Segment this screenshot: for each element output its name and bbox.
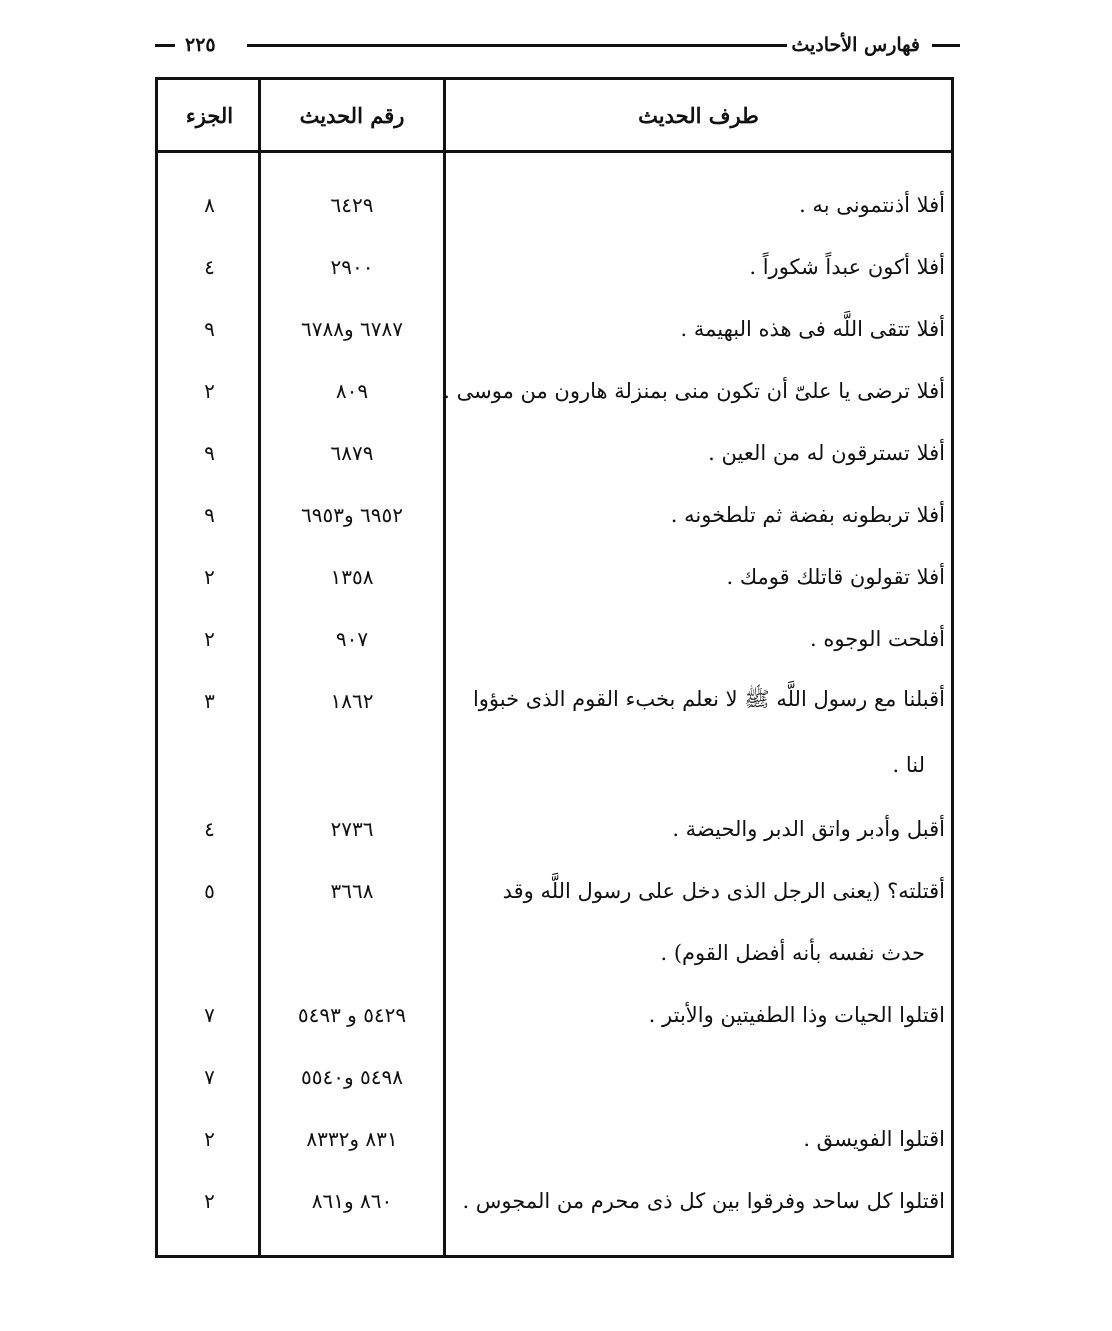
part-number: ٧: [204, 1003, 215, 1027]
table-row: [158, 174, 951, 236]
part-number: [161, 734, 258, 796]
hadith-number: ٢٩٠٠: [330, 255, 374, 279]
header-number: رقم الحديث: [299, 102, 405, 128]
hadith-text: أفلا تربطونه بفضة ثم تلطخونه .: [670, 503, 945, 527]
table-row: [158, 1108, 951, 1170]
hadith-number: ٦٧٨٧ و٦٧٨٨: [301, 317, 403, 341]
hadith-text: أفلا ترضى يا علىّ أن تكون منى بمنزلة هارون من موسى .: [443, 379, 945, 403]
part-number: ٢: [204, 565, 215, 589]
hadith-text: أفلا أذنتمونى به .: [799, 193, 945, 217]
hadith-number: ٦٤٢٩: [330, 193, 374, 217]
page-title: فهارس الأحاديث: [791, 34, 920, 56]
table-row: [158, 984, 951, 1046]
table-row: [158, 546, 951, 608]
hadith-text: أقبلنا مع رسول اللَّه ﷺ لا نعلم بخبء القوم الذى خبؤوا: [472, 686, 945, 711]
hadith-number: ٦٨٧٩: [330, 441, 374, 465]
table-row-continuation: [158, 734, 951, 796]
hadith-text: اقتلوا الفويسق .: [803, 1127, 945, 1151]
table-row: [158, 422, 951, 484]
part-number: ٤: [204, 817, 215, 841]
hadith-text: [446, 1046, 945, 1108]
hadith-text: حدث نفسه بأنه أفضل القوم) .: [660, 941, 925, 965]
part-number: ٢: [204, 1127, 215, 1151]
hadith-text: لنا .: [892, 753, 925, 777]
hadith-number: ٢٧٣٦: [330, 817, 374, 841]
table-row: [158, 298, 951, 360]
hadith-number: ٥٤٩٨ و٥٥٤٠: [301, 1065, 403, 1089]
part-number: ٩: [204, 317, 215, 341]
part-number: ٢: [204, 379, 215, 403]
hadith-number: ١٣٥٨: [330, 565, 374, 589]
hadith-number: [261, 734, 443, 796]
table-row: [158, 860, 951, 922]
table-row: [158, 484, 951, 546]
hadith-number: [261, 922, 443, 984]
head-rule: [247, 44, 787, 47]
table-row: [158, 360, 951, 422]
hadith-text: أفلا تتقى اللَّه فى هذه البهيمة .: [680, 317, 945, 341]
hadith-text: أفلا تقولون قاتلك قومك .: [726, 565, 945, 589]
table-row: [158, 608, 951, 670]
table-row: [158, 1046, 951, 1108]
page-number: ٢٢٥: [185, 34, 216, 56]
part-number: ٩: [204, 503, 215, 527]
hadith-text: اقتلوا كل ساحد وفرقوا بين كل ذى محرم من المجوس .: [462, 1189, 945, 1213]
head-dash-left: [155, 44, 175, 47]
part-number: ٣: [204, 689, 215, 713]
hadith-number: ١٨٦٢: [330, 689, 374, 713]
part-number: ٢: [204, 1189, 215, 1213]
hadith-number: ٨٠٩: [335, 379, 369, 403]
hadith-text: أقتلته؟ (يعنى الرجل الذى دخل على رسول اللَّه وقد: [502, 879, 945, 903]
part-number: ٩: [204, 441, 215, 465]
header-divider: [158, 150, 951, 153]
header-part: الجزء: [185, 102, 234, 128]
hadith-text: أفلحت الوجوه .: [810, 627, 945, 651]
part-number: ٢: [204, 627, 215, 651]
hadith-number: ٦٩٥٢ و٦٩٥٣: [301, 503, 403, 527]
part-number: ٤: [204, 255, 215, 279]
header-hadith: طرف الحديث: [638, 102, 759, 128]
hadith-text: أفلا تسترقون له من العين .: [708, 441, 945, 465]
hadith-number: ٩٠٧: [335, 627, 369, 651]
hadith-text: أفلا أكون عبداً شكوراً .: [749, 255, 945, 279]
running-head: [155, 30, 960, 60]
table-row: [158, 1170, 951, 1232]
hadith-number: ٥٤٢٩ و ٥٤٩٣: [297, 1003, 407, 1027]
hadith-text: أقبل وأدبر واتق الدبر والحيضة .: [672, 817, 945, 841]
table-row: [158, 798, 951, 860]
table-row: [158, 236, 951, 298]
hadith-number: ٣٦٦٨: [330, 879, 374, 903]
table-row: [158, 670, 951, 732]
hadith-number: ٨٣١ و٨٣٣٢: [306, 1127, 398, 1151]
part-number: ٨: [204, 193, 215, 217]
part-number: ٧: [204, 1065, 215, 1089]
hadith-text: اقتلوا الحيات وذا الطفيتين والأبتر .: [648, 1003, 945, 1027]
part-number: ٥: [204, 879, 215, 903]
hadith-index-table: [155, 77, 954, 1258]
table-row-continuation: [158, 922, 951, 984]
hadith-number: ٨٦٠ و٨٦١: [311, 1189, 393, 1213]
head-dash-right: [932, 44, 960, 47]
part-number: [161, 922, 258, 984]
